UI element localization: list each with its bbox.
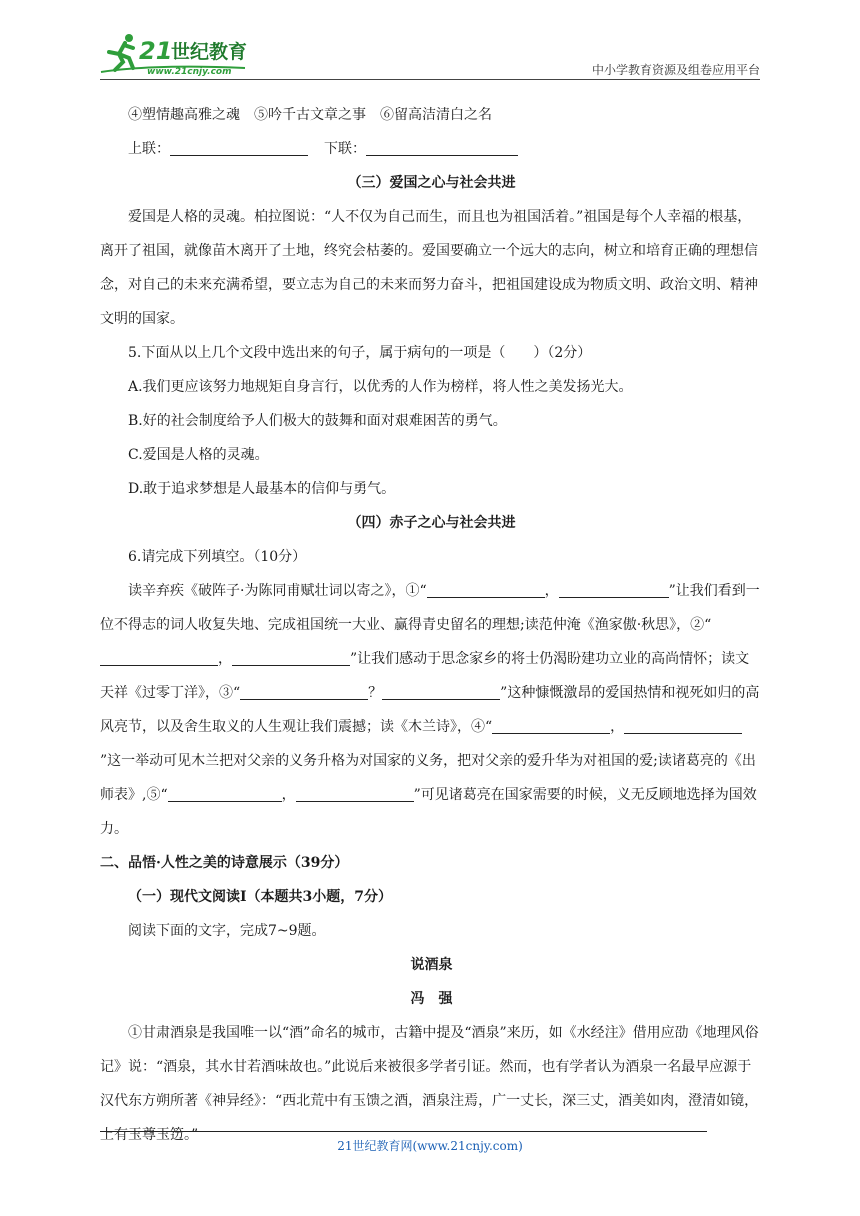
- logo-url: www.21cnjy.com: [147, 67, 232, 76]
- article-author: 冯 强: [410, 991, 453, 1007]
- question-5: 5.下面从以上几个文段中选出来的句子，属于病句的一项是（ ）（2分）: [128, 345, 592, 361]
- footer-divider: [100, 1131, 707, 1132]
- option-a[interactable]: A.我们更应该努力地规矩自身言行，以优秀的人作为榜样，将人性之美发扬光大。: [128, 379, 633, 395]
- section-heading-3: （三）爱国之心与社会共进: [347, 175, 516, 191]
- part-2-heading: 二、品悟·人性之美的诗意展示（39分）: [100, 855, 349, 871]
- question-6: 6.请完成下列填空。（10分）: [128, 549, 307, 565]
- patriotism-paragraph: 爱国是人格的灵魂。柏拉图说：“人不仅为自己而生，而且也为祖国活着。”祖国是每个人幸福的根基，离开了祖国，就像苗木离开了土地，终究会枯萎的。爱国要确立一个远大的志向，树立和培育正确的理想信念，对自己的未来充满希望，要立志为自己的未来而努力奋斗，把祖国建设成为物质文明、政治文明、精神文明的国家。: [100, 209, 758, 327]
- option-b[interactable]: B.好的社会制度给予人们极大的鼓舞和面对艰难困苦的勇气。: [128, 413, 507, 429]
- upper-couplet-blank[interactable]: [170, 141, 308, 156]
- blank-4a[interactable]: [492, 719, 610, 734]
- logo-number: 21: [139, 37, 173, 65]
- couplet-options: ④塑情趣高雅之魂 ⑤吟千古文章之事 ⑥留高洁清白之名: [128, 107, 492, 123]
- blank-3a[interactable]: [240, 685, 368, 700]
- lower-couplet-blank[interactable]: [366, 141, 518, 156]
- section-heading-4: （四）赤子之心与社会共进: [347, 515, 516, 531]
- article-paragraph-1: ①甘肃酒泉是我国唯一以“酒”命名的城市，古籍中提及“酒泉”来历，如《水经注》借用应劭《地理风俗记》说：“酒泉，其水甘若酒味故也。”此说后来被很多学者引证。然而，也有学者认为酒泉一名最早应源于汉代东方朔所著《神异经》：“西北荒中有玉馈之酒，酒泉注焉，广一丈长，深三丈，酒美如肉，澄清如镜，上有玉尊玉笾。”: [100, 1025, 759, 1143]
- page-header: [95, 30, 760, 80]
- header-divider: [100, 79, 760, 80]
- blank-3b[interactable]: [382, 685, 500, 700]
- reading-instruction: 阅读下面的文字，完成7~9题。: [128, 923, 326, 939]
- document-body: [100, 98, 763, 1152]
- blank-1a[interactable]: [427, 583, 545, 598]
- reading-1-heading: （一）现代文阅读Ⅰ（本题共3小题，7分）: [128, 889, 393, 905]
- logo-text: 世纪教育: [171, 41, 248, 63]
- blank-5b[interactable]: [296, 787, 414, 802]
- logo-21cnjy: [95, 30, 265, 76]
- article-title: 说酒泉: [410, 957, 453, 973]
- blank-1b[interactable]: [559, 583, 669, 598]
- blank-4b[interactable]: [624, 719, 742, 734]
- blank-5a[interactable]: [168, 787, 282, 802]
- blank-2b[interactable]: [232, 651, 350, 666]
- option-d[interactable]: D.敢于追求梦想是人最基本的信仰与勇气。: [128, 481, 396, 497]
- platform-name: 中小学教育资源及组卷应用平台: [591, 63, 760, 77]
- fill-in-paragraph: 读辛弃疾《破阵子·为陈同甫赋壮词以寄之》，①“ ， ”让我们看到一位不得志的词人收复失地、完成祖国统一大业、赢得青史留名的理想;读范仲淹《渔家傲·秋思》，②“， ”让我们感动于思念家乡的将士仍渴盼建功立业的高尚情怀；读文天祥《过零丁洋》，③“ ？ ”这种慷慨激昂的爱国热情和视死如归的高风亮节，以及舍生取义的人生观让我们震撼；读《木兰诗》，④“ ，”这一举动可见木兰把对父亲的义务升格为对国家的义务，把对父亲的爱升华为对祖国的爱;读诸葛亮的《出师表》,⑤“ ， ”可见诸葛亮在国家需要的时候，义无反顾地选择为国效力。: [100, 583, 760, 837]
- couplet-answer-line: 上联： 下联：: [100, 132, 763, 166]
- footer-site-link[interactable]: 21世纪教育网(www.21cnjy.com): [337, 1139, 523, 1153]
- blank-2a[interactable]: [100, 651, 218, 666]
- option-c[interactable]: C.爱国是人格的灵魂。: [128, 447, 269, 463]
